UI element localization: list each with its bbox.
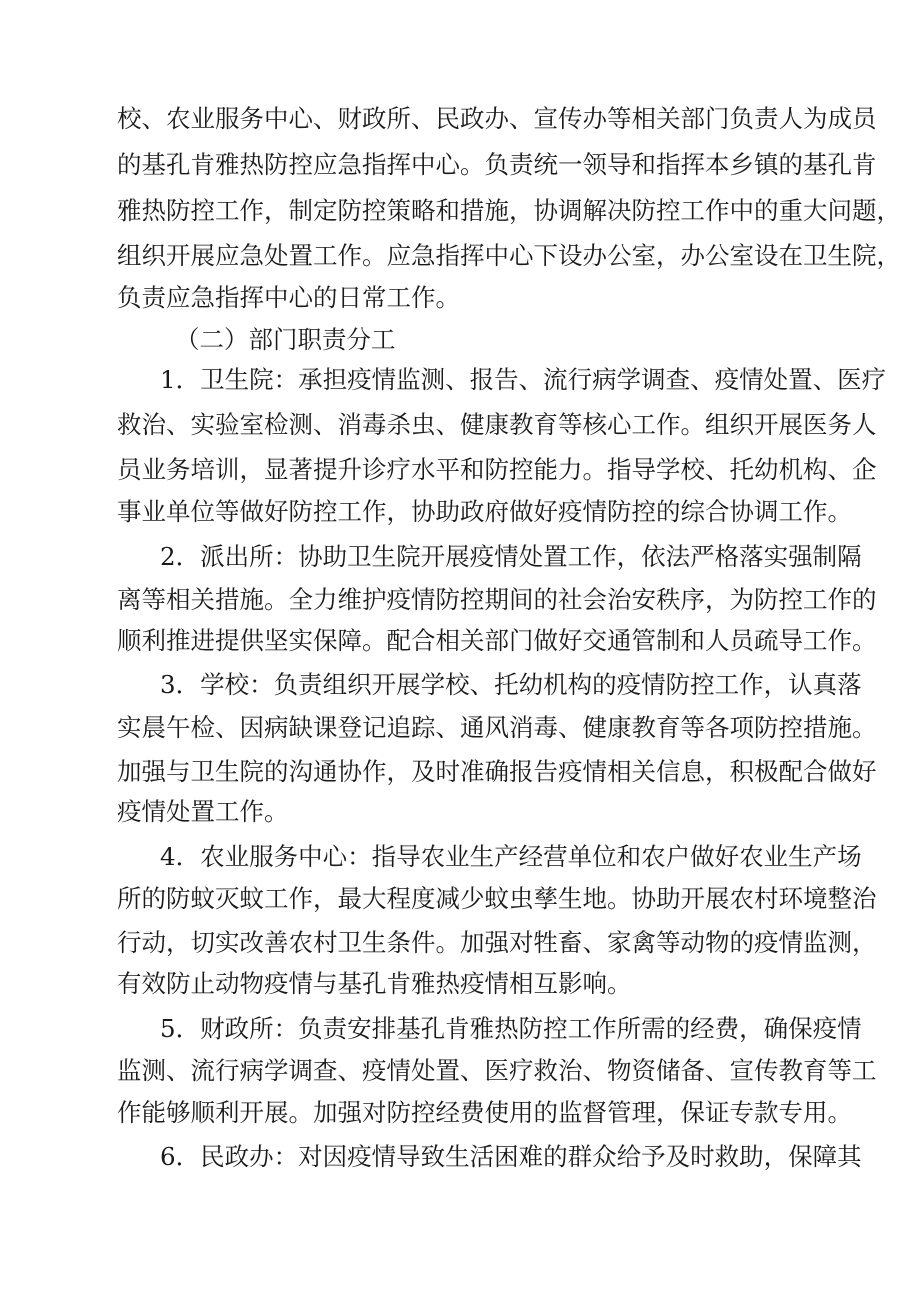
text-line: 疫情处置工作。 [117,797,289,826]
text-line: 4．农业服务中心：指导农业生产经营单位和农户做好农业生产场 [160,842,862,871]
text-line: 行动，切实改善农村卫生条件。加强对牲畜、家禽等动物的疫情监测， [117,928,877,957]
text-line: 所的防蚊灭蚊工作，最大程度减少蚊虫孳生地。协助开展农村环境整治 [117,884,877,913]
text-line: 6．民政办：对因疫情导致生活困难的群众给予及时救助，保障其 [160,1142,862,1171]
text-line: 顺利推进提供坚实保障。配合相关部门做好交通管制和人员疏导工作。 [117,626,877,655]
text-line: 作能够顺利开展。加强对防控经费使用的监督管理，保证专款专用。 [117,1098,852,1127]
text-line: 离等相关措施。全力维护疫情防控期间的社会治安秩序，为防控工作的 [117,585,877,614]
text-line: 有效防止动物疫情与基孔肯雅热疫情相互影响。 [117,969,632,998]
text-line: 3．学校：负责组织开展学校、托幼机构的疫情防控工作，认真落 [160,670,862,699]
text-line: 实晨午检、因病缺课登记追踪、通风消毒、健康教育等各项防控措施。 [117,713,877,742]
text-line: 雅热防控工作，制定防控策略和措施，协调解决防控工作中的重大问题， [117,196,901,225]
text-line: 2．派出所：协助卫生院开展疫情处置工作，依法严格落实强制隔 [160,542,862,571]
text-line: 加强与卫生院的沟通协作，及时准确报告疫情相关信息，积极配合做好 [117,757,877,786]
text-line: 校、农业服务中心、财政所、民政办、宣传办等相关部门负责人为成员 [117,104,877,133]
section-heading: （二）部门职责分工 [175,325,396,354]
text-line: 员业务培训，显著提升诊疗水平和防控能力。指导学校、托幼机构、企 [117,455,877,484]
text-line: 1．卫生院：承担疫情监测、报告、流行病学调查、疫情处置、医疗 [160,365,887,394]
text-line: 组织开展应急处置工作。应急指挥中心下设办公室，办公室设在卫生院， [117,241,901,270]
text-line: 的基孔肯雅热防控应急指挥中心。负责统一领导和指挥本乡镇的基孔肯 [117,150,877,179]
text-line: 事业单位等做好防控工作，协助政府做好疫情防控的综合协调工作。 [117,497,852,526]
text-line: 救治、实验室检测、消毒杀虫、健康教育等核心工作。组织开展医务人 [117,410,877,439]
text-line: 监测、流行病学调查、疫情处置、医疗救治、物资储备、宣传教育等工 [117,1056,877,1085]
text-line: 5．财政所：负责安排基孔肯雅热防控工作所需的经费，确保疫情 [160,1014,862,1043]
text-line: 负责应急指挥中心的日常工作。 [117,283,460,312]
